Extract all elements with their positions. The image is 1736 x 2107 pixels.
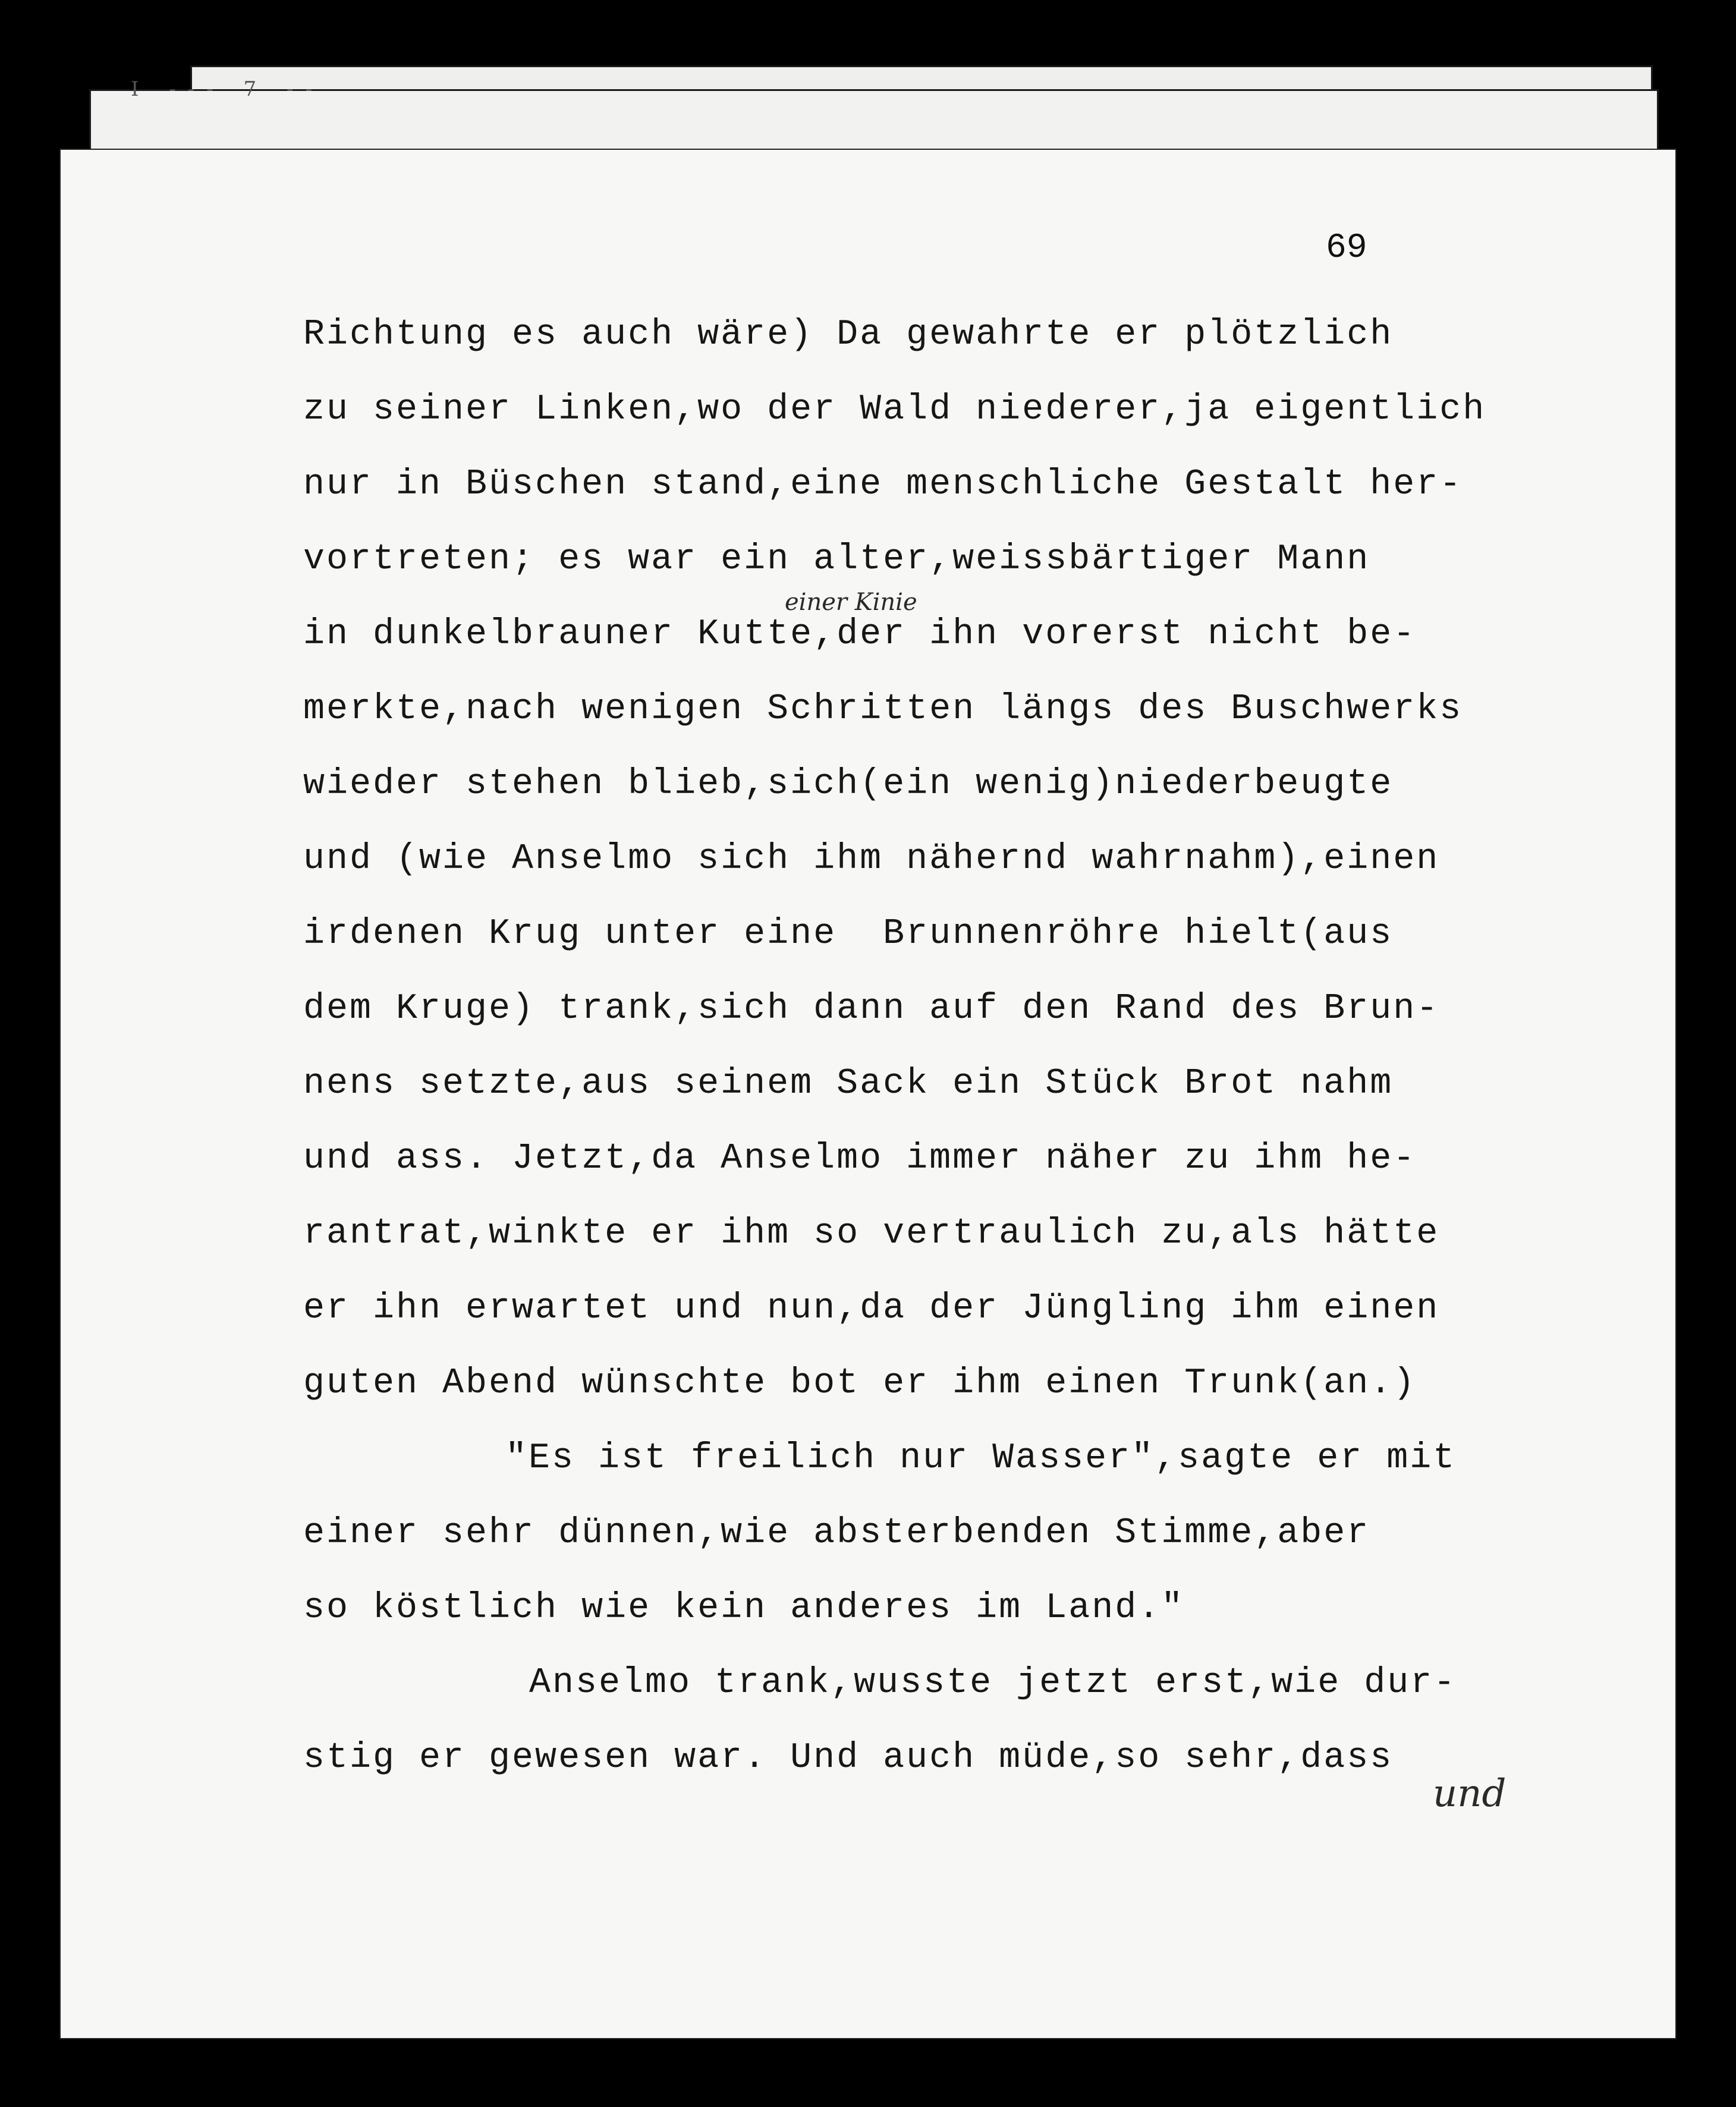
text-line: guten Abend wünschte bot er ihm einen Trunk(an.) — [303, 1363, 1417, 1404]
text-line: und (wie Anselmo sich ihm nähernd wahrnahm),einen — [303, 839, 1440, 879]
text-line: Richtung es auch wäre) Da gewahrte er plötzlich — [303, 315, 1394, 355]
text-line: rantrat,winkte er ihm so vertraulich zu,als hätte — [303, 1213, 1440, 1254]
text-line: wieder stehen blieb,sich(ein wenig)niederbeugte — [303, 764, 1394, 804]
typewritten-text — [303, 297, 1540, 1795]
handwritten-margin-note: und — [1433, 1772, 1507, 1816]
page-number: 69 — [1326, 229, 1367, 268]
text-line: Anselmo trank,wusste jetzt erst,wie dur- — [529, 1663, 1457, 1703]
text-line: stig er gewesen war. Und auch müde,so sehr,dass — [303, 1738, 1394, 1778]
text-line: "Es ist freilich nur Wasser",sagte er mit — [505, 1438, 1457, 1479]
handwritten-insert: einer Kinie — [785, 589, 917, 616]
text-line: merkte,nach wenigen Schritten längs des Buschwerks — [303, 689, 1463, 729]
text-line: irdenen Krug unter eine Brunnenröhre hielt(aus — [303, 914, 1394, 954]
text-line: in dunkelbrauner Kutte,der ihn vorerst nicht be- — [303, 614, 1417, 655]
text-line: so köstlich wie kein anderes im Land." — [303, 1588, 1185, 1628]
text-line: vortreten; es war ein alter,weissbärtiger Mann — [303, 539, 1370, 580]
text-line: er ihn erwartet und nun,da der Jüngling ihm einen — [303, 1288, 1440, 1329]
text-line: nens setzte,aus seinem Sack ein Stück Brot nahm — [303, 1064, 1394, 1104]
text-line: einer sehr dünnen,wie absterbenden Stimme,aber — [303, 1513, 1370, 1553]
text-line: und ass. Jetzt,da Anselmo immer näher zu ihm he- — [303, 1139, 1417, 1179]
text-line: dem Kruge) trank,sich dann auf den Rand des Brun- — [303, 989, 1440, 1029]
edge-marks: I --- 7 -- — [131, 77, 324, 101]
text-line: nur in Büschen stand,eine menschliche Gestalt her- — [303, 464, 1463, 505]
text-line: zu seiner Linken,wo der Wald niederer,ja eigentlich — [303, 389, 1486, 430]
